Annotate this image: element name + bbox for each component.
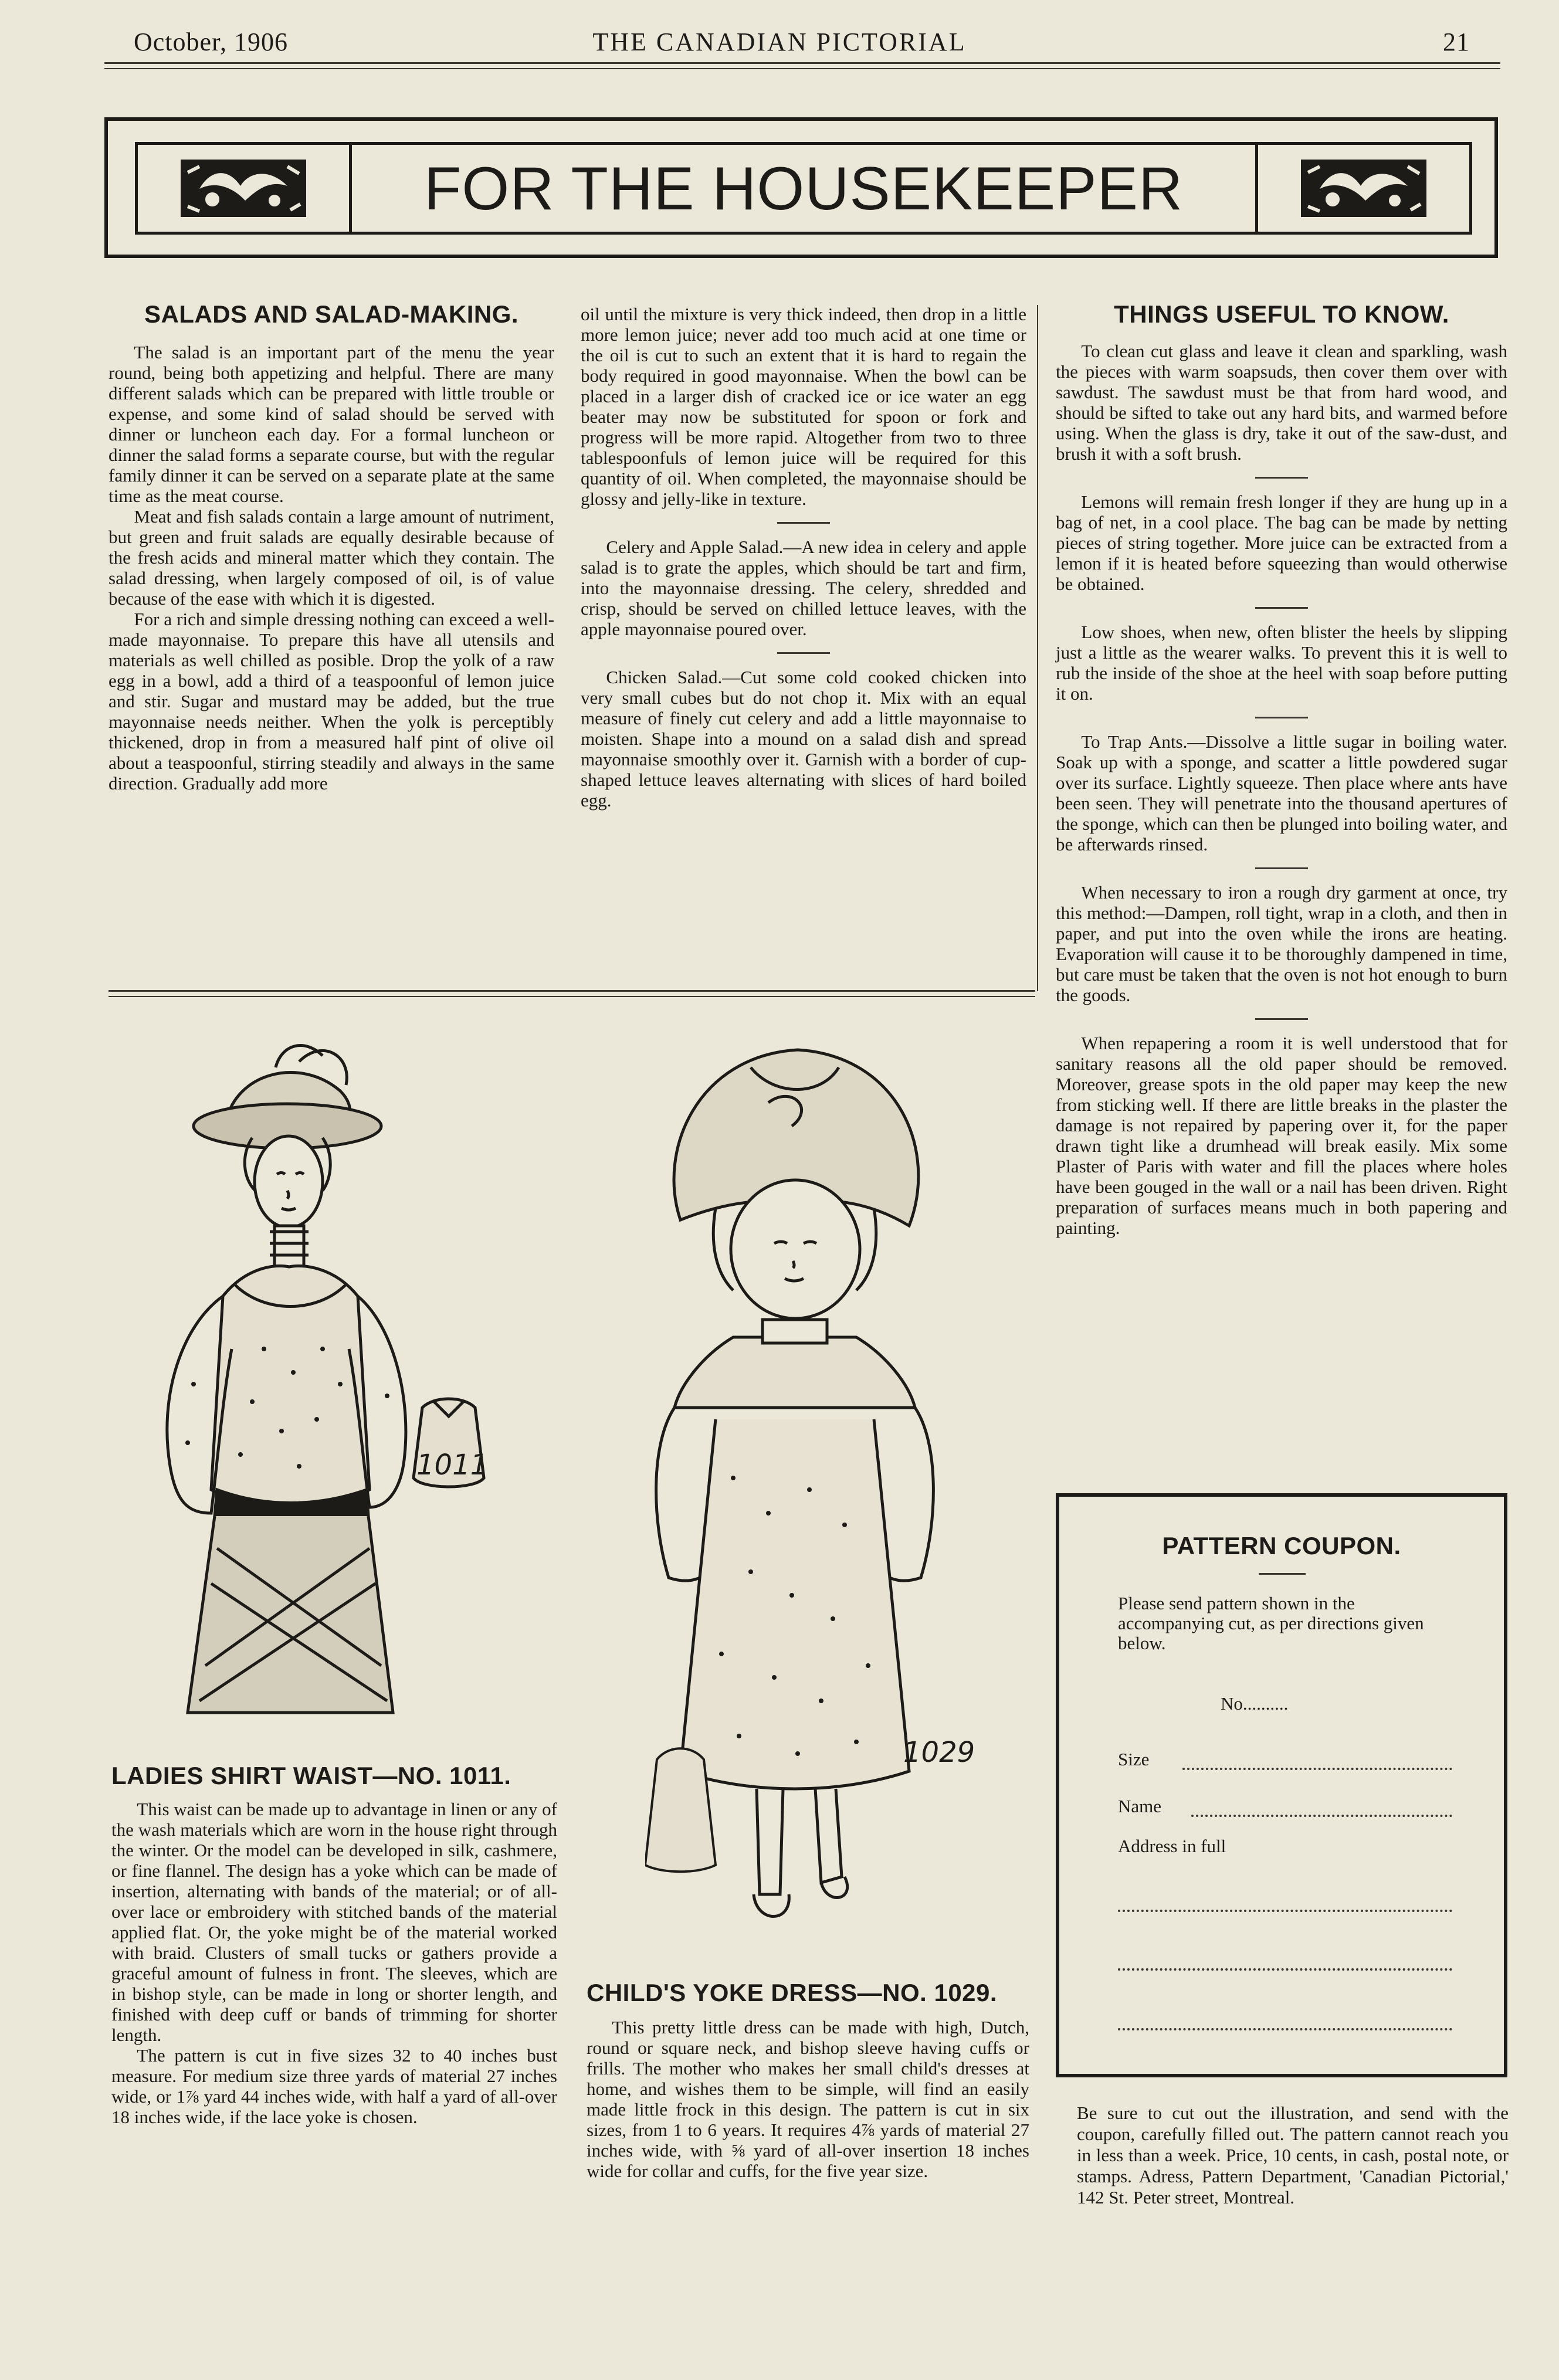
useful-heading: THINGS USEFUL TO KNOW.	[1114, 300, 1449, 328]
publication-title: THE CANADIAN PICTORIAL	[592, 28, 967, 56]
header-rule	[104, 62, 1500, 64]
header-rule-thin	[104, 68, 1500, 69]
ladies-heading: LADIES SHIRT WAIST—NO. 1011.	[111, 1762, 511, 1789]
tip-repapering: When repapering a room it is well understood that for sanitary reasons all the old paper should be removed. Moreover, grease spots in the old paper may keep the new from sticking well. If there are little breaks in the plaster the damage is not repaired by papering over it, for the paper drawn tight like a drumhead will break easily. Mix some Plaster of Paris with water and fill the places where holes have been gouged in the wall or a nail has been driven. Right preparation of surfaces means much in both papering and painting.	[1056, 1033, 1507, 1238]
tip-lemons: Lemons will remain fresh longer if they are hung up in a bag of net, in a cool place. The bag can be made by netting pieces of string together. More juice can be extracted from a lemon if it is heated before squeezing than would otherwise be obtained.	[1056, 491, 1507, 594]
tip-cut-glass: To clean cut glass and leave it clean and sparkling, wash the pieces with warm soapsuds, then cover them over with sawdust. The sawdust must be that from hard wood, and should be sifted to take out any hard bits, and warmed before using. When the glass is dry, take it out of the saw-dust, and brush it with a soft brush.	[1056, 341, 1507, 464]
ornament-divider-right	[1255, 142, 1258, 235]
coupon-address-label: Address in full	[1118, 1836, 1226, 1856]
coupon-address-line[interactable]	[1118, 1907, 1452, 1912]
separator	[1255, 477, 1308, 479]
child-yoke-dress-article	[587, 1979, 1029, 2181]
section-title: FOR THE HOUSEKEEPER	[423, 155, 1184, 223]
running-head	[0, 21, 1559, 62]
page-number: 21	[1443, 28, 1470, 56]
separator	[777, 652, 830, 654]
tip-ironing: When necessary to iron a rough dry garment at once, try this method:—Dampen, roll tight, wrap in a cloth, and then in paper, and put into the oven while the irons are heating. Evaporation will cause it to be thoroughly dampened in time, but care must be taken that the oven is not hot enough to burn the goods.	[1056, 882, 1507, 1005]
coupon-size-field[interactable]	[1182, 1765, 1452, 1770]
separator	[1255, 1018, 1308, 1020]
coupon-note: Be sure to cut out the illustration, and send with the coupon, carefully filled out. The pattern cannot reach you in less than a week. Price, 10 cents, in cash, postal note, or stamps. Adress, Pattern Department, 'Canadian Pictorial,' 142 St. Peter street, Montreal.	[1077, 2103, 1509, 2208]
coupon-name-field[interactable]	[1191, 1812, 1452, 1817]
salads-paragraph: The salad is an important part of the menu the year round, being both appetizing and helpful. There are many different salads which can be prepared with little trouble or expense, and some kind of salad should be served with dinner or luncheon each day. For a formal luncheon or dinner the salad forms a separate course, but with the regular family dinner it can be served on a separate plate at the same time as the meat course.	[109, 342, 554, 506]
coupon-size-label: Size	[1118, 1749, 1150, 1769]
floral-ornament-right-icon	[1296, 154, 1431, 223]
coupon-heading: PATTERN COUPON.	[1162, 1532, 1401, 1559]
separator	[777, 522, 830, 524]
column-rule-thin	[109, 996, 1035, 997]
ladies-paragraph: This waist can be made up to advantage in linen or any of the wash materials which are worn in the house right through the winter. Or the model can be developed in silk, cashmere, or fine flannel. The design has a yoke which can be made of insertion, alternating with bands of the material; or of all-over lace or embroidery with stitched bands of the material applied flat. Or, the yoke might be of the material worked with braid. Clusters of small tucks or gathers provide a graceful amount of fulness in front. The sleeves, which are in bishop style, can be made in long or shorter length, and finished with deep cuff or bands of trimming for shorter length.	[111, 1799, 557, 2045]
recipe-chicken-salad: Chicken Salad.—Cut some cold cooked chicken into very small cubes but do not chop it. Mix with an equal measure of finely cut celery and add a little mayonnaise to moisten. Shape into a mound on a salad dish and spread mayonnaise smoothly over it. Garnish with a border of cup-shaped lettuce leaves alternating with slices of hard boiled egg.	[581, 667, 1026, 811]
coupon-number-field[interactable]: No..........	[1221, 1693, 1289, 1714]
coupon-name-label: Name	[1118, 1796, 1162, 1816]
pattern-coupon	[1056, 1493, 1507, 2077]
floral-ornament-left-icon	[176, 154, 311, 223]
useful-article	[1056, 300, 1507, 1238]
coupon-instructions: Please send pattern shown in the accompanying cut, as per directions given below.	[1118, 1593, 1424, 1653]
separator	[1255, 717, 1308, 718]
salads-paragraph: oil until the mixture is very thick indeed, then drop in a little more lemon juice; never add too much acid at one time or the oil is cut to such an extent that it is hard to regain the body required in good mayonnaise. When the bowl can be placed in a larger dish of cracked ice or ice water an egg beater may now be substituted for spoon or fork and progress will be more rapid. Altogether from two to three tablespoonfuls of lemon juice will be required for this quantity of oil. When completed, the mayonnaise should be glossy and jelly-like in texture.	[581, 304, 1026, 509]
salads-paragraph: For a rich and simple dressing nothing can exceed a well-made mayonnaise. To prepare this have all utensils and materials as well chilled as posible. Drop the yolk of a raw egg in a bowl, add a third of a teaspoonful of lemon juice and stir. Sugar and mustard may be added, but the true mayonnaise needs neither. When the yolk is perceptibly thickened, drop in from a measured half pint of olive oil about a teaspoonful, stirring steadily and always in the same direction. Gradually add more	[109, 609, 554, 794]
column-rule	[109, 990, 1035, 992]
salads-article	[109, 300, 554, 794]
tip-trap-ants: To Trap Ants.—Dissolve a little sugar in boiling water. Soak up with a sponge, and scatter a little powdered sugar over its surface. Lightly squeeze. Then place where ants have been seen. They will penetrate into the thousand apertures of the sponge, which can then be plunged into boiling water, and be afterwards rinsed.	[1056, 731, 1507, 855]
recipe-celery-apple: Celery and Apple Salad.—A new idea in celery and apple salad is to grate the apples, which should be tart and firm, into the mayonnaise dressing. The celery, shredded and crisp, should be served on chilled lettuce leaves, with the apple mayonnaise poured over.	[581, 537, 1026, 639]
tip-low-shoes: Low shoes, when new, often blister the heels by slipping just a little as the wearer walks. To prevent this it is well to rub the inside of the shoe at the heel with soap before putting it on.	[1056, 622, 1507, 704]
issue-date: October, 1906	[134, 28, 288, 56]
separator	[1255, 867, 1308, 869]
ladies-paragraph: The pattern is cut in five sizes 32 to 40 inches bust measure. For medium size three yards of material 27 inches wide, or 1⅞ yard 44 inches wide, with half a yard of all-over 18 inches wide, if the lace yoke is chosen.	[111, 2045, 557, 2127]
ladies-shirt-waist-article	[111, 1762, 557, 2127]
column-divider	[1037, 305, 1038, 991]
child-figure-number: 1029	[903, 1736, 975, 1769]
coupon-address-line[interactable]	[1118, 1966, 1452, 1971]
salads-heading: SALADS AND SALAD-MAKING.	[144, 300, 519, 328]
child-paragraph: This pretty little dress can be made with high, Dutch, round or square neck, and bishop sleeve having cuffs or frills. The mother who makes her small child's dresses at home, and wishes them to be simple, will find an easily made little frock in this design. The pattern is cut in six sizes, from 1 to 6 years. It requires 4⅞ yards of material 27 inches wide, with ⅝ yard of all-over insertion 18 inches wide for collar and cuffs, for the five year size.	[587, 2017, 1029, 2181]
ladies-figure-number: 1011	[416, 1449, 489, 1481]
ladies-shirt-waist-illustration	[147, 1021, 487, 1748]
salads-continued	[581, 304, 1026, 811]
child-heading: CHILD'S YOKE DRESS—NO. 1029.	[587, 1979, 998, 2006]
coupon-address-line[interactable]	[1118, 2026, 1452, 2030]
child-yoke-dress-illustration	[645, 1032, 974, 1947]
separator	[1259, 1573, 1306, 1575]
salads-paragraph: Meat and fish salads contain a large amount of nutriment, but green and fruit salads are equally desirable because of the fresh acids and mineral matter which they contain. The salad dressing, when largely composed of oil, is of value because of the ease with which it is digested.	[109, 506, 554, 609]
separator	[1255, 607, 1308, 609]
